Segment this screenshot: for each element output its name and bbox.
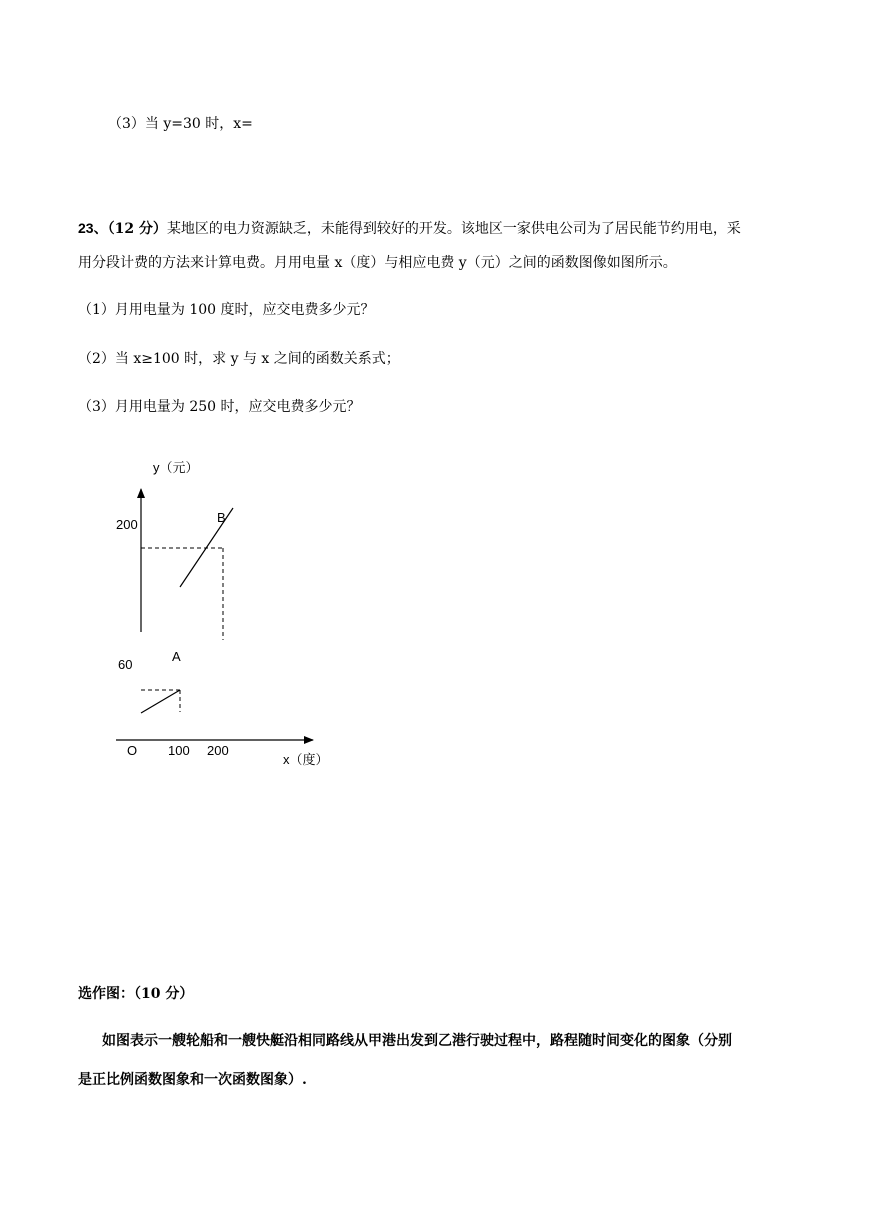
q23-stem-text1: 某地区的电力资源缺乏，未能得到较好的开发。该地区一家供电公司为了居民能节约用电，采	[166, 221, 741, 237]
q23-points: （12 分）	[107, 221, 167, 237]
y-axis-label: y（元）	[153, 460, 199, 475]
point-b-label: B	[217, 510, 226, 525]
optional-points: （10 分）	[134, 986, 194, 1002]
optional-text-line1: 如图表示一艘轮船和一艘快艇沿相同路线从甲港出发到乙港行驶过程中，路程随时间变化的图象（分别	[102, 1033, 732, 1049]
x-tick-100: 100	[168, 743, 190, 758]
q23-stem-line2: 用分段计费的方法来计算电费。月用电量 x（度）与相应电费 y（元）之间的函数图像如图所示。	[78, 255, 677, 271]
y-tick-60: 60	[118, 657, 133, 672]
segment-o-to-a	[141, 690, 180, 713]
point-a-label: A	[172, 649, 181, 664]
optional-title	[78, 985, 193, 1003]
q23-part2: （2）当 x≥100 时，求 y 与 x 之间的函数关系式；	[78, 351, 400, 367]
q23-number: 23、	[78, 220, 108, 236]
x-tick-200: 200	[207, 743, 229, 758]
optional-title-text: 选作图：	[78, 986, 134, 1002]
origin-label: O	[127, 743, 138, 758]
q22-part3: （3）当 y=30 时，x=	[108, 116, 253, 132]
optional-text-line2: 是正比例函数图象和一次函数图象）.	[78, 1072, 307, 1088]
q23-part1: （1）月用电量为 100 度时，应交电费多少元？	[78, 302, 375, 318]
q23-part3: （3）月用电量为 250 时，应交电费多少元？	[78, 399, 361, 415]
y-tick-200: 200	[116, 517, 138, 532]
x-axis-label: x（度）	[283, 752, 329, 767]
